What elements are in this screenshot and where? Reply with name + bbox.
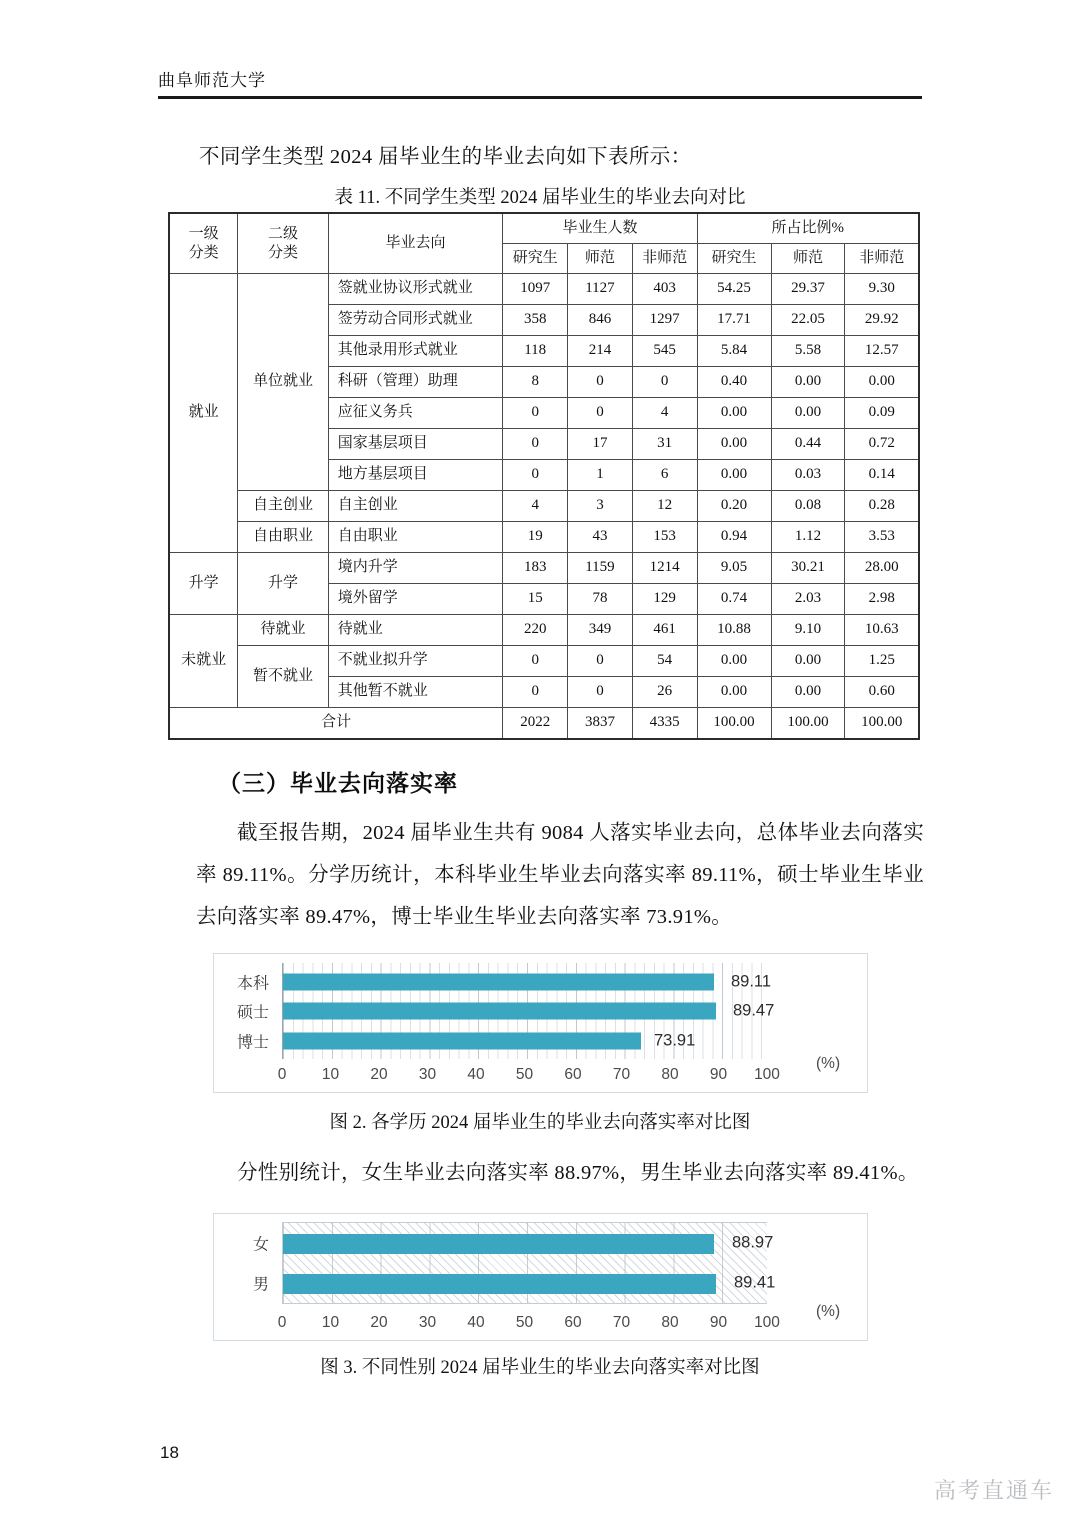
count-non-normal: 1214 <box>632 553 697 584</box>
destination-label: 自主创业 <box>328 491 503 522</box>
pct-postgraduate: 0.00 <box>697 460 771 491</box>
count-normal: 3 <box>568 491 633 522</box>
count-postgraduate: 358 <box>503 305 568 336</box>
count-non-normal: 461 <box>632 615 697 646</box>
graduate-destination-table <box>168 212 920 740</box>
pct-normal: 9.10 <box>771 615 845 646</box>
header-count-normal: 师范 <box>568 244 633 274</box>
destination-label: 科研（管理）助理 <box>328 367 503 398</box>
header-destination: 毕业去向 <box>328 213 503 274</box>
chart2-tick: 0 <box>277 1314 287 1331</box>
graduate-destination-table-wrapper <box>168 212 920 740</box>
pct-non-normal: 9.30 <box>845 274 919 305</box>
count-postgraduate: 0 <box>503 429 568 460</box>
count-non-normal: 6 <box>632 460 697 491</box>
count-non-normal: 12 <box>632 491 697 522</box>
chart1-tick: 80 <box>661 1066 679 1083</box>
pct-postgraduate: 0.20 <box>697 491 771 522</box>
pct-non-normal: 12.57 <box>845 336 919 367</box>
pct-postgraduate: 10.88 <box>697 615 771 646</box>
chart2-tick: 10 <box>321 1314 340 1331</box>
pct-postgraduate: 0.94 <box>697 522 771 553</box>
pct-normal: 0.00 <box>771 367 845 398</box>
pct-normal: 2.03 <box>771 584 845 615</box>
header-pct-normal: 师范 <box>771 244 845 274</box>
chart1-value-label: 89.11 <box>731 972 772 991</box>
chart2-value-label: 88.97 <box>732 1233 774 1252</box>
count-postgraduate: 1097 <box>503 274 568 305</box>
chart2-x-axis <box>277 1314 780 1336</box>
count-non-normal: 54 <box>632 646 697 677</box>
header-primary-category: 一级 分类 <box>169 213 238 274</box>
chart1-tick: 20 <box>370 1066 388 1083</box>
count-normal: 0 <box>568 646 633 677</box>
count-postgraduate: 19 <box>503 522 568 553</box>
count-postgraduate: 4 <box>503 491 568 522</box>
count-normal: 1127 <box>568 274 633 305</box>
pct-normal: 0.00 <box>771 398 845 429</box>
count-non-normal: 0 <box>632 367 697 398</box>
chart2-tick: 70 <box>612 1314 631 1331</box>
chart-gender-placement-rate <box>213 1213 868 1341</box>
destination-label: 待就业 <box>328 615 503 646</box>
chart2-tick: 50 <box>515 1314 534 1331</box>
count-normal: 1159 <box>568 553 633 584</box>
destination-label: 境外留学 <box>328 584 503 615</box>
group-employment: 就业 <box>169 274 238 553</box>
group-unemployed: 未就业 <box>169 615 238 708</box>
total-count-normal: 3837 <box>568 708 633 740</box>
pct-normal: 0.03 <box>771 460 845 491</box>
count-postgraduate: 0 <box>503 398 568 429</box>
count-postgraduate: 0 <box>503 646 568 677</box>
total-pct-postgraduate: 100.00 <box>697 708 771 740</box>
header-group-percentage: 所占比例% <box>697 213 919 244</box>
pct-non-normal: 0.09 <box>845 398 919 429</box>
chart2-category-axis <box>214 1214 276 1340</box>
count-normal: 846 <box>568 305 633 336</box>
count-postgraduate: 15 <box>503 584 568 615</box>
chart1-tick: 50 <box>515 1066 534 1083</box>
chart1-category-label: 本科 <box>236 975 269 993</box>
pct-non-normal: 3.53 <box>845 522 919 553</box>
pct-non-normal: 0.14 <box>845 460 919 491</box>
chart1-value-label: 89.47 <box>733 1001 775 1020</box>
pct-postgraduate: 9.05 <box>697 553 771 584</box>
count-postgraduate: 0 <box>503 677 568 708</box>
section-heading: （三）毕业去向落实率 <box>218 771 458 796</box>
paragraph-degree-stats: 截至报告期，2024 届毕业生共有 9084 人落实毕业去向，总体毕业去向落实率 89.11%。分学历统计，本科毕业生毕业去向落实率 89.11%，硕士毕业生毕业去向落实率 89.47%，博士毕业生毕业去向落实率 73.91%。 <box>196 822 924 928</box>
count-non-normal: 26 <box>632 677 697 708</box>
subgroup-freelance: 自由职业 <box>238 522 328 553</box>
subgroup-not-seeking: 暂不就业 <box>238 646 328 708</box>
count-postgraduate: 118 <box>503 336 568 367</box>
count-non-normal: 153 <box>632 522 697 553</box>
pct-postgraduate: 0.00 <box>697 429 771 460</box>
destination-label: 其他暂不就业 <box>328 677 503 708</box>
count-normal: 0 <box>568 367 633 398</box>
count-non-normal: 1297 <box>632 305 697 336</box>
count-postgraduate: 183 <box>503 553 568 584</box>
chart2-bar-male <box>283 1274 716 1294</box>
pct-normal: 0.00 <box>771 677 845 708</box>
chart2-tick: 60 <box>564 1314 582 1331</box>
header-count-non-normal: 非师范 <box>632 244 697 274</box>
total-pct-normal: 100.00 <box>771 708 845 740</box>
table-row <box>169 615 919 646</box>
pct-normal: 30.21 <box>771 553 845 584</box>
pct-postgraduate: 0.00 <box>697 398 771 429</box>
pct-non-normal: 28.00 <box>845 553 919 584</box>
chart2-tick: 20 <box>370 1314 388 1331</box>
page-number: 18 <box>160 1443 179 1462</box>
pct-non-normal: 0.00 <box>845 367 919 398</box>
chart1-axis-unit: (%) <box>816 1055 841 1072</box>
pct-non-normal: 29.92 <box>845 305 919 336</box>
chart1-tick: 70 <box>612 1066 631 1083</box>
intro-sentence: 不同学生类型 2024 届毕业生的毕业去向如下表所示： <box>199 146 692 168</box>
chart2-category-label: 女 <box>252 1236 269 1254</box>
chart1-value-label: 73.91 <box>654 1031 696 1050</box>
total-count-postgraduate: 2022 <box>503 708 568 740</box>
count-normal: 1 <box>568 460 633 491</box>
count-normal: 0 <box>568 677 633 708</box>
header-count-postgraduate: 研究生 <box>503 244 568 274</box>
count-postgraduate: 8 <box>503 367 568 398</box>
pct-normal: 29.37 <box>771 274 845 305</box>
pct-normal: 1.12 <box>771 522 845 553</box>
chart2-tick: 30 <box>418 1314 437 1331</box>
table-row <box>169 491 919 522</box>
chart1-tick: 30 <box>418 1066 437 1083</box>
chart2-bar-female <box>283 1234 714 1254</box>
pct-non-normal: 2.98 <box>845 584 919 615</box>
count-non-normal: 31 <box>632 429 697 460</box>
pct-postgraduate: 0.00 <box>697 646 771 677</box>
pct-normal: 0.08 <box>771 491 845 522</box>
table-header-row-1 <box>169 213 919 244</box>
count-postgraduate: 220 <box>503 615 568 646</box>
institution-name: 曲阜师范大学 <box>158 71 266 90</box>
subgroup-awaiting-employment: 待就业 <box>238 615 328 646</box>
chart1-tick: 40 <box>467 1066 485 1083</box>
count-postgraduate: 0 <box>503 460 568 491</box>
chart1-tick: 100 <box>754 1066 780 1083</box>
count-normal: 214 <box>568 336 633 367</box>
destination-label: 签劳动合同形式就业 <box>328 305 503 336</box>
chart1-tick: 0 <box>277 1066 287 1083</box>
total-count-non-normal: 4335 <box>632 708 697 740</box>
count-non-normal: 403 <box>632 274 697 305</box>
chart1-category-axis <box>214 954 276 1092</box>
count-non-normal: 545 <box>632 336 697 367</box>
count-non-normal: 4 <box>632 398 697 429</box>
chart2-category-label: 男 <box>252 1276 269 1294</box>
destination-label: 不就业拟升学 <box>328 646 503 677</box>
pct-postgraduate: 5.84 <box>697 336 771 367</box>
chart2-tick: 100 <box>754 1314 780 1331</box>
pct-postgraduate: 17.71 <box>697 305 771 336</box>
count-normal: 43 <box>568 522 633 553</box>
pct-postgraduate: 0.00 <box>697 677 771 708</box>
chart1-tick: 90 <box>709 1066 728 1083</box>
pct-normal: 0.44 <box>771 429 845 460</box>
table-caption: 表 11. 不同学生类型 2024 届毕业生的毕业去向对比 <box>334 188 746 208</box>
chart2-tick: 80 <box>661 1314 679 1331</box>
chart1-bar-undergraduate <box>283 974 714 991</box>
chart2-axis-unit: (%) <box>816 1303 841 1320</box>
count-normal: 349 <box>568 615 633 646</box>
figure-3-caption: 图 3. 不同性别 2024 届毕业生的毕业去向落实率对比图 <box>320 1358 760 1378</box>
page-running-header <box>158 66 922 99</box>
subgroup-self-employment: 自主创业 <box>238 491 328 522</box>
total-label: 合计 <box>169 708 503 740</box>
figure-2-caption: 图 2. 各学历 2024 届毕业生的毕业去向落实率对比图 <box>329 1113 751 1133</box>
total-pct-non-normal: 100.00 <box>845 708 919 740</box>
destination-label: 自由职业 <box>328 522 503 553</box>
pct-postgraduate: 0.74 <box>697 584 771 615</box>
pct-postgraduate: 54.25 <box>697 274 771 305</box>
pct-non-normal: 0.60 <box>845 677 919 708</box>
count-normal: 17 <box>568 429 633 460</box>
subgroup-further-study: 升学 <box>238 553 328 615</box>
chart-degree-placement-rate <box>213 953 868 1093</box>
header-pct-non-normal: 非师范 <box>845 244 919 274</box>
header-pct-postgraduate: 研究生 <box>697 244 771 274</box>
pct-non-normal: 0.28 <box>845 491 919 522</box>
pct-non-normal: 1.25 <box>845 646 919 677</box>
destination-label: 签就业协议形式就业 <box>328 274 503 305</box>
subgroup-unit-employment: 单位就业 <box>238 274 328 491</box>
chart1-x-axis <box>277 1066 780 1088</box>
pct-non-normal: 0.72 <box>845 429 919 460</box>
pct-normal: 22.05 <box>771 305 845 336</box>
watermark: 高考直通车 <box>933 1478 1054 1503</box>
chart2-tick: 40 <box>467 1314 485 1331</box>
chart1-bar-master <box>283 1003 716 1020</box>
pct-non-normal: 10.63 <box>845 615 919 646</box>
table-row <box>169 553 919 584</box>
chart1-tick: 60 <box>564 1066 582 1083</box>
table-row <box>169 522 919 553</box>
pct-normal: 5.58 <box>771 336 845 367</box>
count-non-normal: 129 <box>632 584 697 615</box>
pct-normal: 0.00 <box>771 646 845 677</box>
destination-label: 境内升学 <box>328 553 503 584</box>
count-normal: 78 <box>568 584 633 615</box>
pct-postgraduate: 0.40 <box>697 367 771 398</box>
destination-label: 国家基层项目 <box>328 429 503 460</box>
chart2-tick: 90 <box>709 1314 728 1331</box>
count-normal: 0 <box>568 398 633 429</box>
chart2-value-label: 89.41 <box>734 1273 776 1292</box>
paragraph-gender-stats: 分性别统计，女生毕业去向落实率 88.97%，男生毕业去向落实率 89.41%。 <box>237 1162 919 1184</box>
destination-label: 其他录用形式就业 <box>328 336 503 367</box>
chart1-category-label: 硕士 <box>236 1004 269 1022</box>
header-group-graduate-count: 毕业生人数 <box>503 213 697 244</box>
chart1-bar-doctor <box>283 1033 641 1050</box>
destination-label: 应征义务兵 <box>328 398 503 429</box>
chart1-category-label: 博士 <box>236 1034 269 1052</box>
table-row <box>169 646 919 677</box>
table-row <box>169 274 919 305</box>
header-divider <box>158 96 922 99</box>
table-total-row <box>169 708 919 740</box>
chart1-tick: 10 <box>321 1066 340 1083</box>
group-further-study: 升学 <box>169 553 238 615</box>
destination-label: 地方基层项目 <box>328 460 503 491</box>
chart2-plot-area <box>282 1222 767 1304</box>
header-secondary-category: 二级 分类 <box>238 213 328 274</box>
